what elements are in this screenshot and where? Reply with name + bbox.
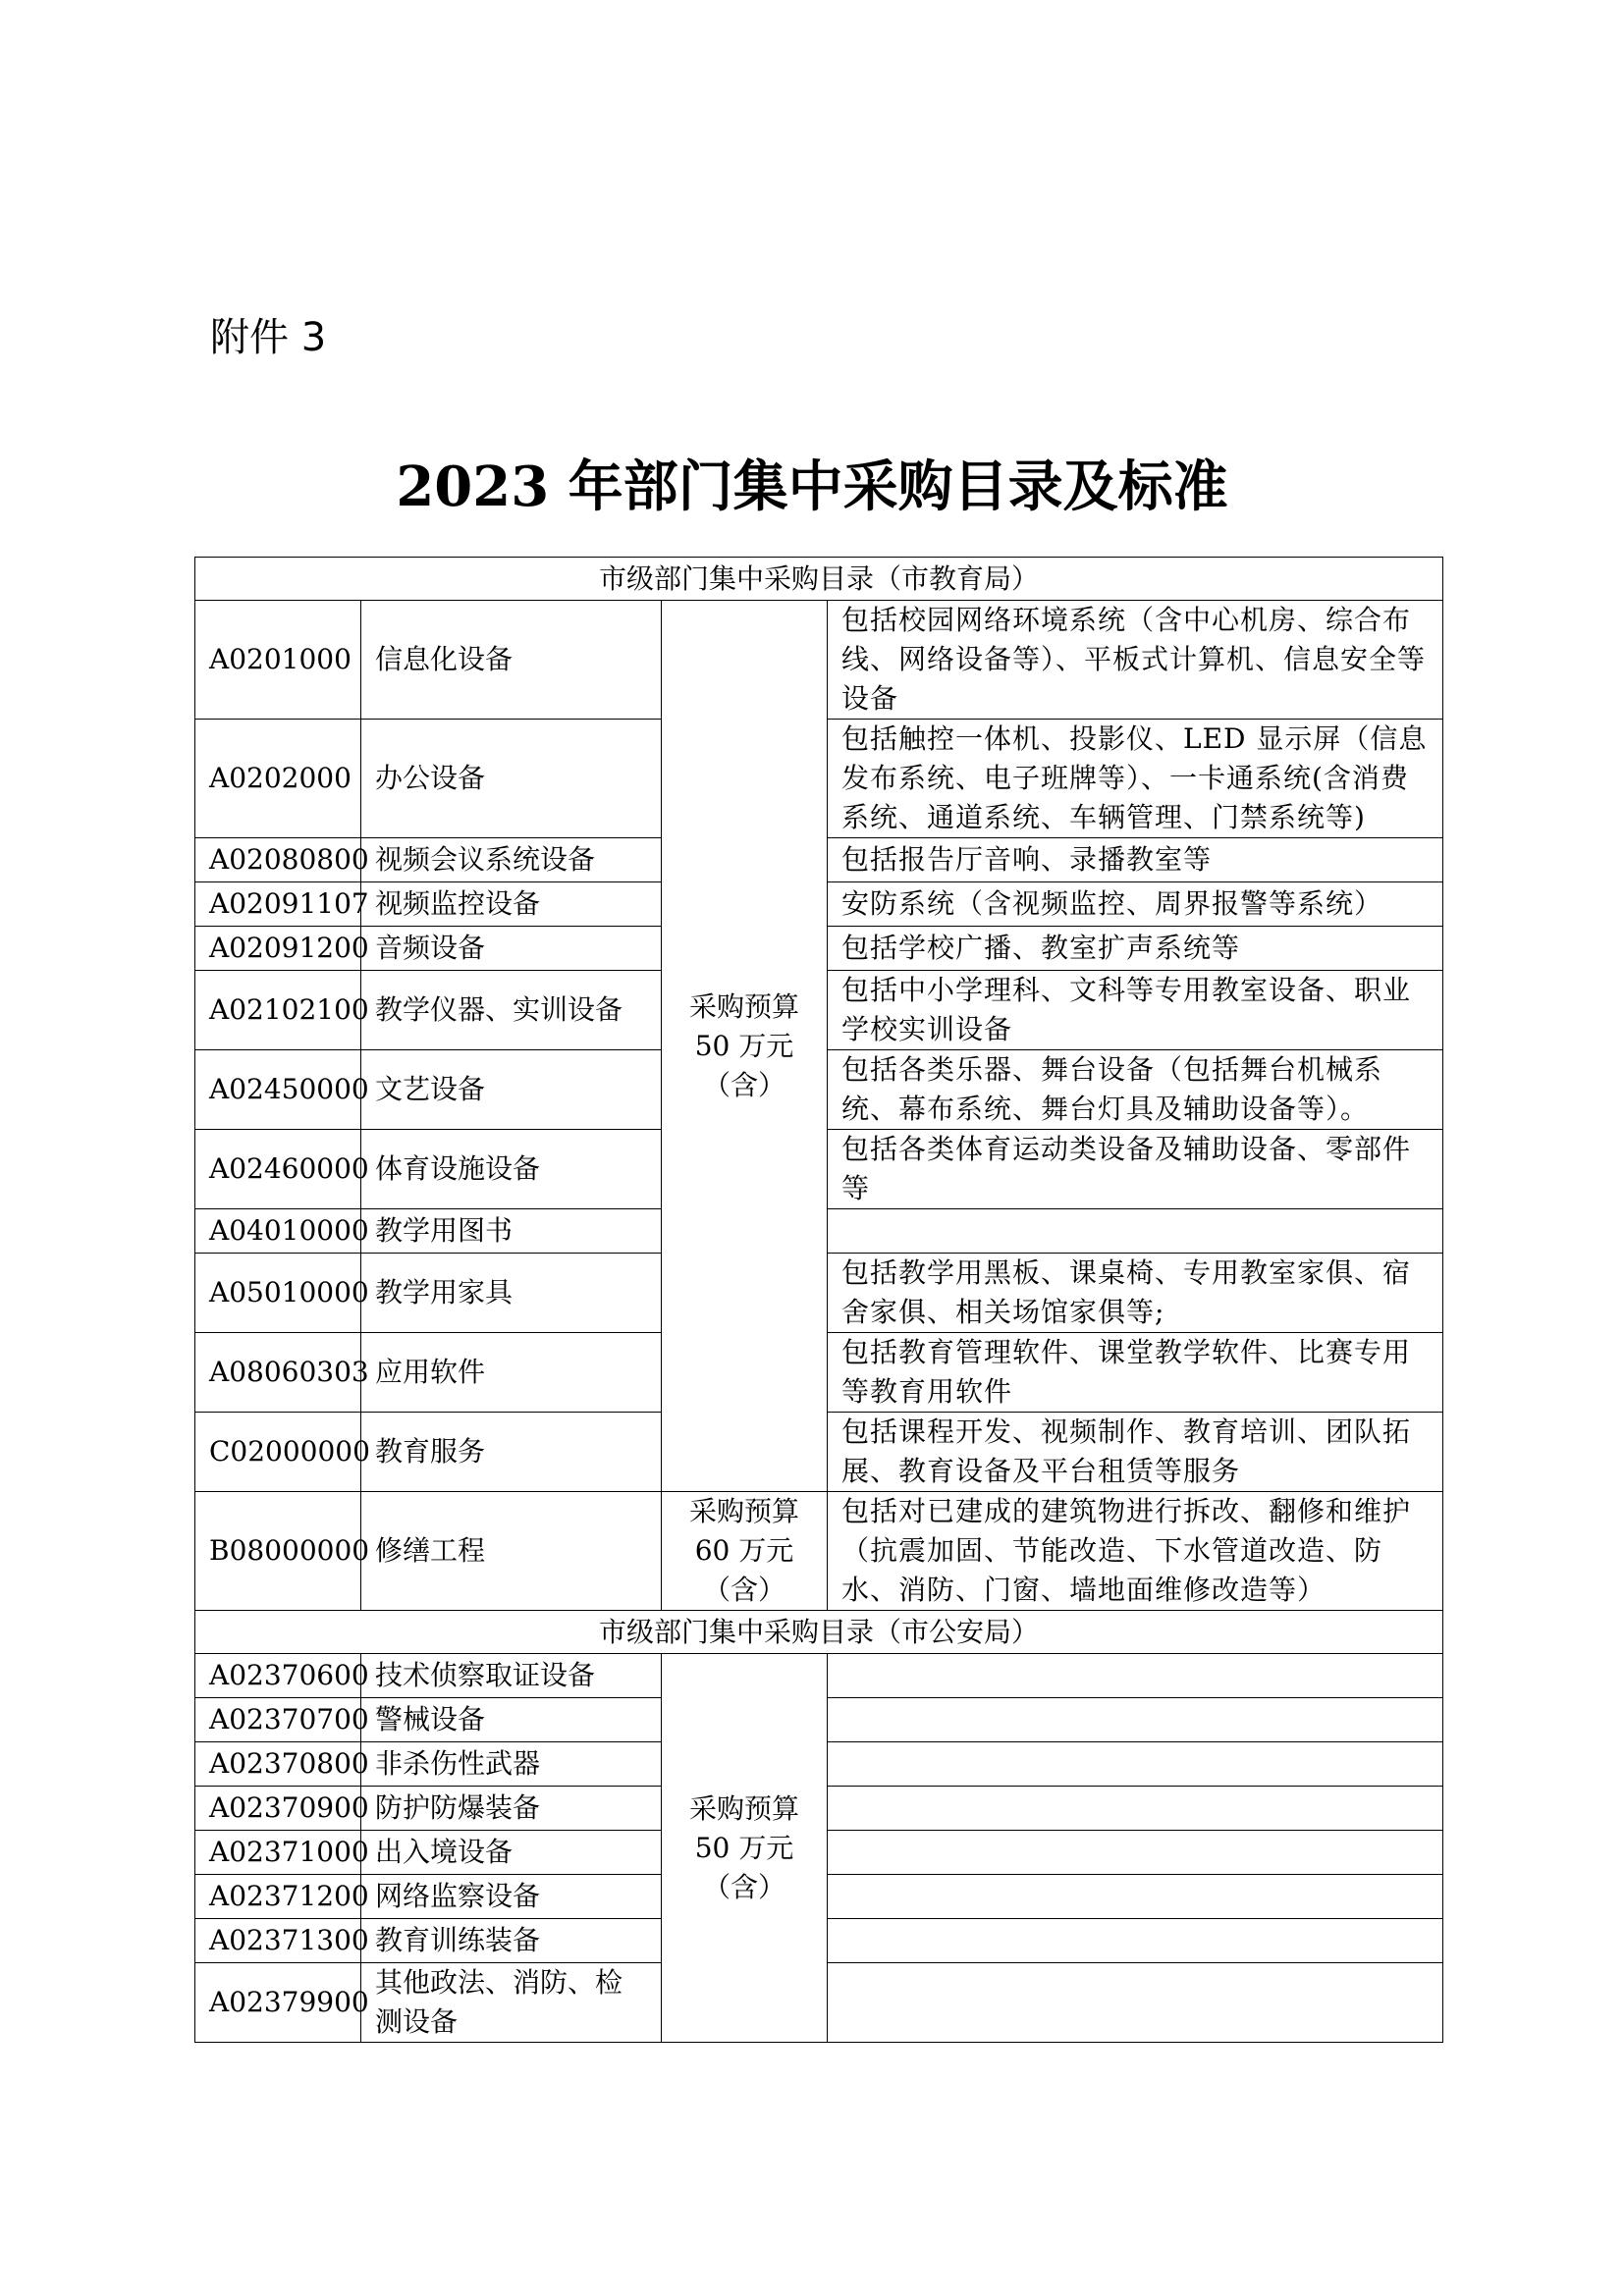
item-name: 教学用图书 — [361, 1209, 662, 1254]
item-name: 办公设备 — [361, 720, 662, 838]
item-description: 包括教育管理软件、课堂教学软件、比赛专用等教育用软件 — [828, 1333, 1443, 1413]
item-description — [828, 1742, 1443, 1787]
budget-cell — [662, 1492, 828, 1611]
item-description: 包括中小学理科、文科等专用教室设备、职业学校实训设备 — [828, 971, 1443, 1050]
budget-line: （含） — [702, 1574, 785, 1606]
item-code: A02371300 — [195, 1919, 361, 1963]
item-name: 视频监控设备 — [361, 882, 662, 927]
item-name: 教学仪器、实训设备 — [361, 971, 662, 1050]
item-description — [828, 1787, 1443, 1831]
item-description: 安防系统（含视频监控、周界报警等系统） — [828, 882, 1443, 927]
item-name: 出入境设备 — [361, 1831, 662, 1875]
item-code: A05010000 — [195, 1254, 361, 1333]
item-code: A02450000 — [195, 1050, 361, 1130]
section-heading-row — [195, 558, 1443, 601]
item-name: 教育服务 — [361, 1413, 662, 1492]
item-code: A02370600 — [195, 1654, 361, 1698]
item-name: 教育训练装备 — [361, 1919, 662, 1963]
item-description — [828, 1209, 1443, 1254]
item-name: 防护防爆装备 — [361, 1787, 662, 1831]
item-code: A02460000 — [195, 1130, 361, 1209]
item-code: A02379900 — [195, 1963, 361, 2043]
item-name: 其他政法、消防、检测设备 — [361, 1963, 662, 2043]
attachment-label: 附件 3 — [210, 315, 327, 360]
item-code: A02091107 — [195, 882, 361, 927]
item-code: A02102100 — [195, 971, 361, 1050]
item-code: A02371200 — [195, 1875, 361, 1919]
section-heading-row — [195, 1611, 1443, 1654]
item-code: A02370700 — [195, 1698, 361, 1742]
table-row — [195, 601, 1443, 720]
item-description: 包括报告厅音响、录播教室等 — [828, 838, 1443, 882]
item-description: 包括教学用黑板、课桌椅、专用教室家俱、宿舍家俱、相关场馆家俱等; — [828, 1254, 1443, 1333]
item-description: 包括对已建成的建筑物进行拆改、翻修和维护（抗震加固、节能改造、下水管道改造、防水、消防、门窗、墙地面维修改造等） — [828, 1492, 1443, 1611]
budget-cell — [662, 1654, 828, 2043]
section-heading: 市级部门集中采购目录（市公安局） — [195, 1611, 1443, 1654]
item-name: 非杀伤性武器 — [361, 1742, 662, 1787]
item-code: B08000000 — [195, 1492, 361, 1611]
budget-line: （含） — [702, 1068, 785, 1101]
item-description — [828, 1875, 1443, 1919]
procurement-catalog-table — [194, 557, 1443, 2043]
item-description: 包括触控一体机、投影仪、LED 显示屏（信息发布系统、电子班牌等）、一卡通系统(含消费系统、通道系统、车辆管理、门禁系统等) — [828, 720, 1443, 838]
item-code: A02371000 — [195, 1831, 361, 1875]
section-heading: 市级部门集中采购目录（市教育局） — [195, 558, 1443, 601]
item-description: 包括课程开发、视频制作、教育培训、团队拓展、教育设备及平台租赁等服务 — [828, 1413, 1443, 1492]
item-code: A04010000 — [195, 1209, 361, 1254]
item-code: A02091200 — [195, 927, 361, 971]
budget-line: 采购预算 — [688, 1791, 799, 1825]
budget-line: 采购预算 — [688, 989, 799, 1023]
item-code: A0201000 — [195, 601, 361, 720]
item-code: A0202000 — [195, 720, 361, 838]
item-description — [828, 1831, 1443, 1875]
budget-line: 50 万元 — [694, 1831, 794, 1864]
item-description — [828, 1698, 1443, 1742]
item-description: 包括校园网络环境系统（含中心机房、综合布线、网络设备等）、平板式计算机、信息安全等设备 — [828, 601, 1443, 720]
table-row — [195, 1654, 1443, 1698]
item-name: 修缮工程 — [361, 1492, 662, 1611]
item-name: 文艺设备 — [361, 1050, 662, 1130]
item-description — [828, 1919, 1443, 1963]
item-name: 网络监察设备 — [361, 1875, 662, 1919]
item-name: 信息化设备 — [361, 601, 662, 720]
item-name: 视频会议系统设备 — [361, 838, 662, 882]
item-code: A02370800 — [195, 1742, 361, 1787]
item-description — [828, 1654, 1443, 1698]
budget-line: 60 万元 — [694, 1534, 794, 1567]
item-code: A02370900 — [195, 1787, 361, 1831]
item-description: 包括各类乐器、舞台设备（包括舞台机械系统、幕布系统、舞台灯具及辅助设备等）。 — [828, 1050, 1443, 1130]
item-code: A02080800 — [195, 838, 361, 882]
budget-line: 采购预算 — [688, 1495, 799, 1527]
table-row — [195, 1492, 1443, 1611]
item-name: 应用软件 — [361, 1333, 662, 1413]
budget-cell — [662, 601, 828, 1492]
document-title: 2023 年部门集中采购目录及标准 — [396, 454, 1228, 519]
item-name: 教学用家具 — [361, 1254, 662, 1333]
item-description — [828, 1963, 1443, 2043]
item-description: 包括学校广播、教室扩声系统等 — [828, 927, 1443, 971]
item-code: A08060303 — [195, 1333, 361, 1413]
item-name: 体育设施设备 — [361, 1130, 662, 1209]
item-code: C02000000 — [195, 1413, 361, 1492]
item-name: 音频设备 — [361, 927, 662, 971]
budget-line: 50 万元 — [694, 1029, 794, 1062]
item-name: 技术侦察取证设备 — [361, 1654, 662, 1698]
item-description: 包括各类体育运动类设备及辅助设备、零部件等 — [828, 1130, 1443, 1209]
budget-line: （含） — [702, 1870, 785, 1903]
item-name: 警械设备 — [361, 1698, 662, 1742]
